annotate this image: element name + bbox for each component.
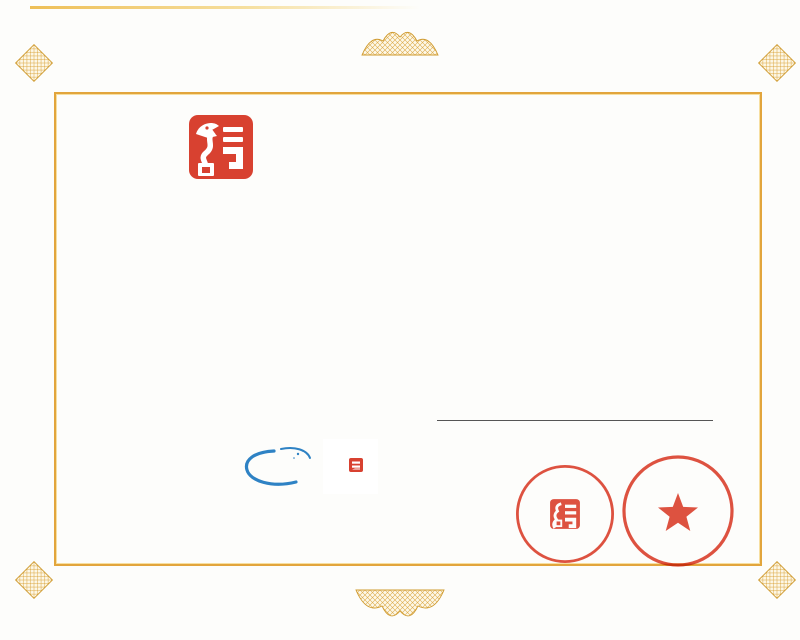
- top-center-ornament: [362, 32, 438, 55]
- corner-ornament: [16, 45, 53, 82]
- issuer-seal: [618, 451, 738, 571]
- corner-ornament: [759, 45, 796, 82]
- notes-section: [437, 102, 742, 109]
- platform-seal: [509, 458, 621, 570]
- corner-ornament: [759, 562, 796, 599]
- corner-ornament: [16, 562, 53, 599]
- platform-seal-center-logo: [550, 499, 580, 529]
- qr-center-stamp: [349, 458, 363, 472]
- seal-star: [658, 493, 698, 531]
- scan-edge-line: [30, 6, 420, 9]
- reexam-blank-line: [437, 409, 713, 421]
- bcc-logo: [240, 445, 318, 491]
- bottom-center-ornament: [356, 590, 444, 616]
- reexam-records-row: [437, 409, 713, 421]
- qr-code: [323, 439, 378, 494]
- credit-seal-logo: [186, 111, 256, 185]
